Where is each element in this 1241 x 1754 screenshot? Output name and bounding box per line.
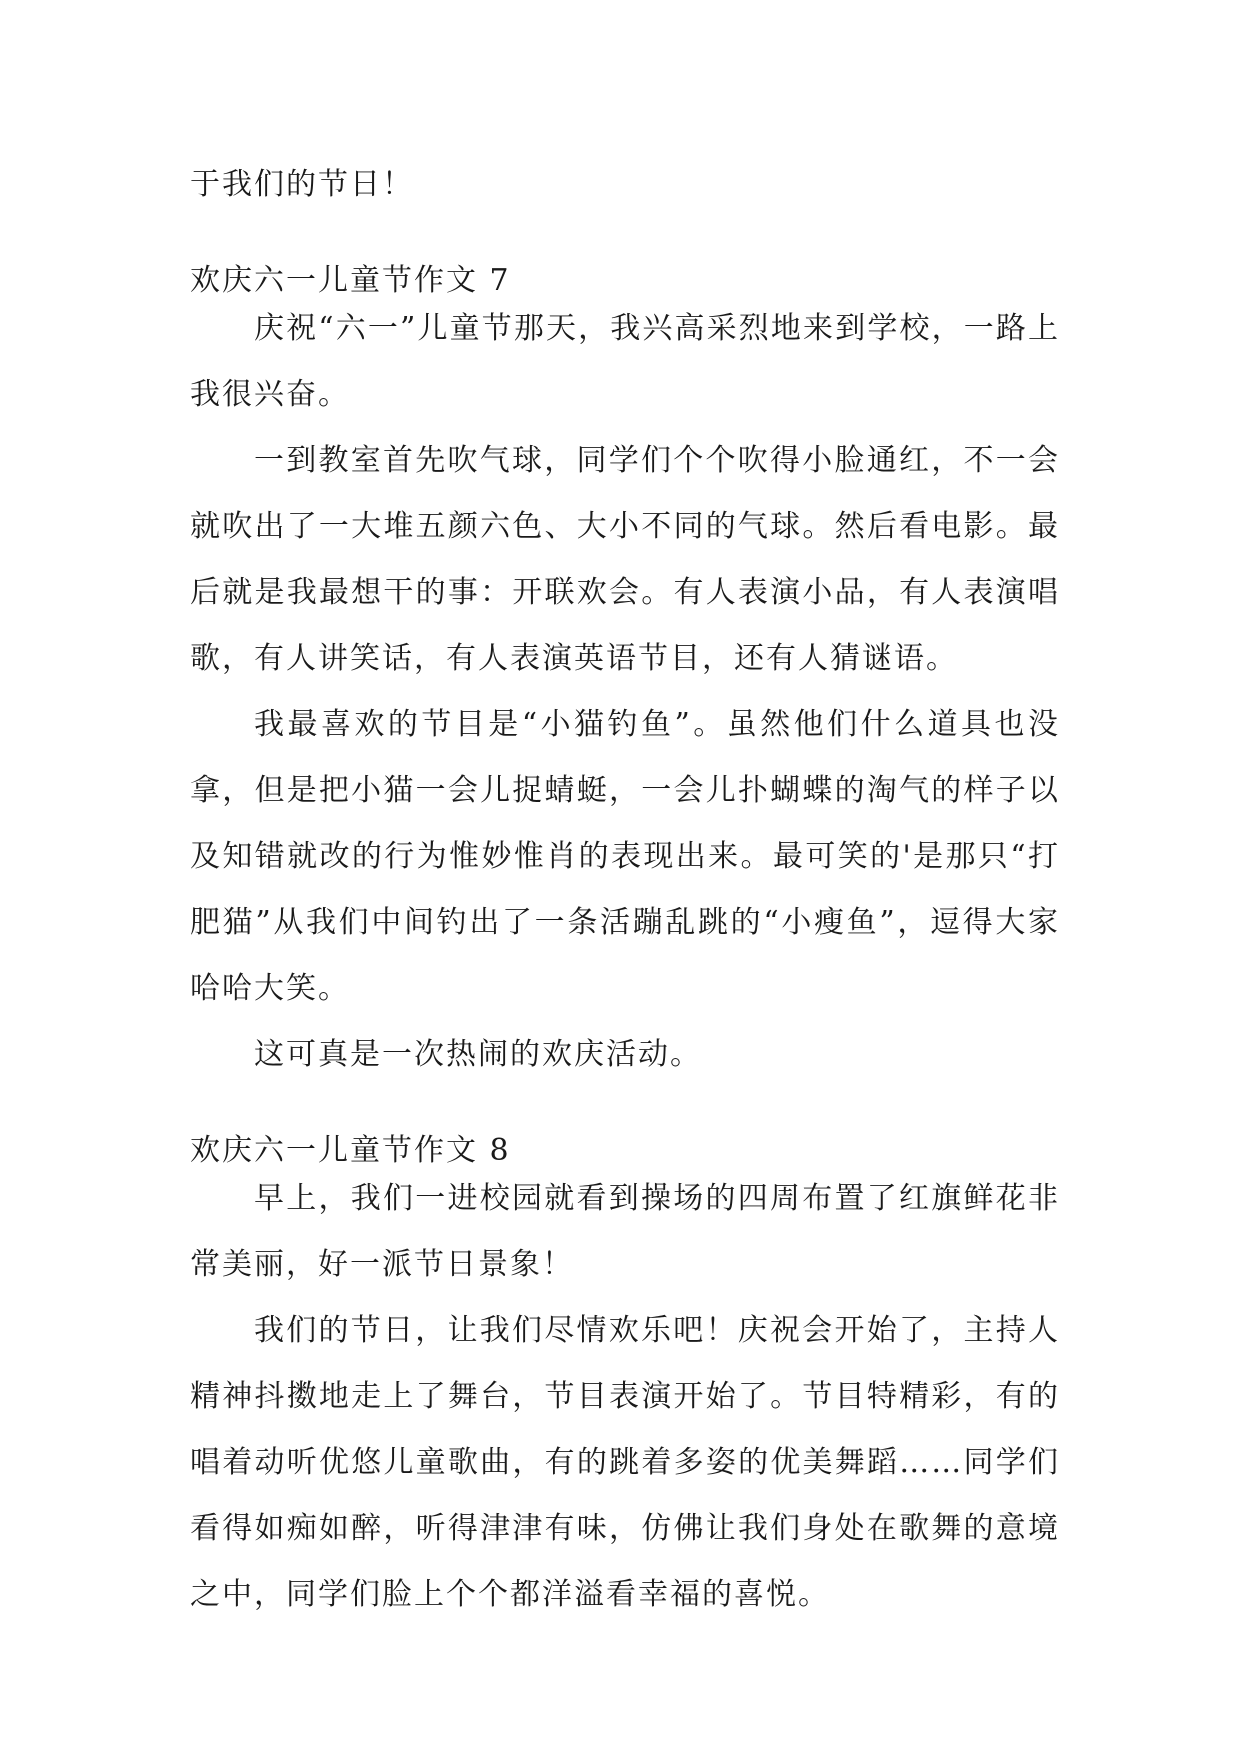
essay-8-title: 欢庆六一儿童节作文 8	[190, 1133, 511, 1168]
essay-8-paragraph-1: 早上，我们一进校园就看到操场的四周布置了红旗鲜花非常美丽，好一派节日景象！	[190, 1181, 1060, 1282]
carryover-line: 于我们的节日！	[190, 167, 414, 202]
essay-7-paragraph-4: 这可真是一次热闹的欢庆活动。	[254, 1037, 702, 1072]
essay-7-paragraph-1: 庆祝“六一”儿童节那天，我兴高采烈地来到学校，一路上我很兴奋。	[190, 311, 1060, 412]
essay-7-paragraph-3: 我最喜欢的节目是“小猫钓鱼”。虽然他们什么道具也没拿，但是把小猫一会儿捉蜻蜓，一会儿扑蝴蝶的淘气的样子以及知错就改的行为惟妙惟肖的表现出来。最可笑的'是那只“打肥猫”从我们中间钓出了一条活蹦乱跳的“小瘦鱼”，逗得大家哈哈大笑。	[190, 707, 1060, 1006]
essay-7-title: 欢庆六一儿童节作文 7	[190, 263, 511, 298]
essay-7-paragraph-2: 一到教室首先吹气球，同学们个个吹得小脸通红，不一会就吹出了一大堆五颜六色、大小不同的气球。然后看电影。最后就是我最想干的事：开联欢会。有人表演小品，有人表演唱歌，有人讲笑话，有人表演英语节目，还有人猜谜语。	[190, 443, 1060, 676]
essay-8-paragraph-2: 我们的节日，让我们尽情欢乐吧！庆祝会开始了，主持人精神抖擞地走上了舞台，节目表演开始了。节目特精彩，有的唱着动听优悠儿童歌曲，有的跳着多姿的优美舞蹈……同学们看得如痴如醉，听得津津有味，仿佛让我们身处在歌舞的意境之中，同学们脸上个个都洋溢看幸福的喜悦。	[190, 1313, 1060, 1612]
